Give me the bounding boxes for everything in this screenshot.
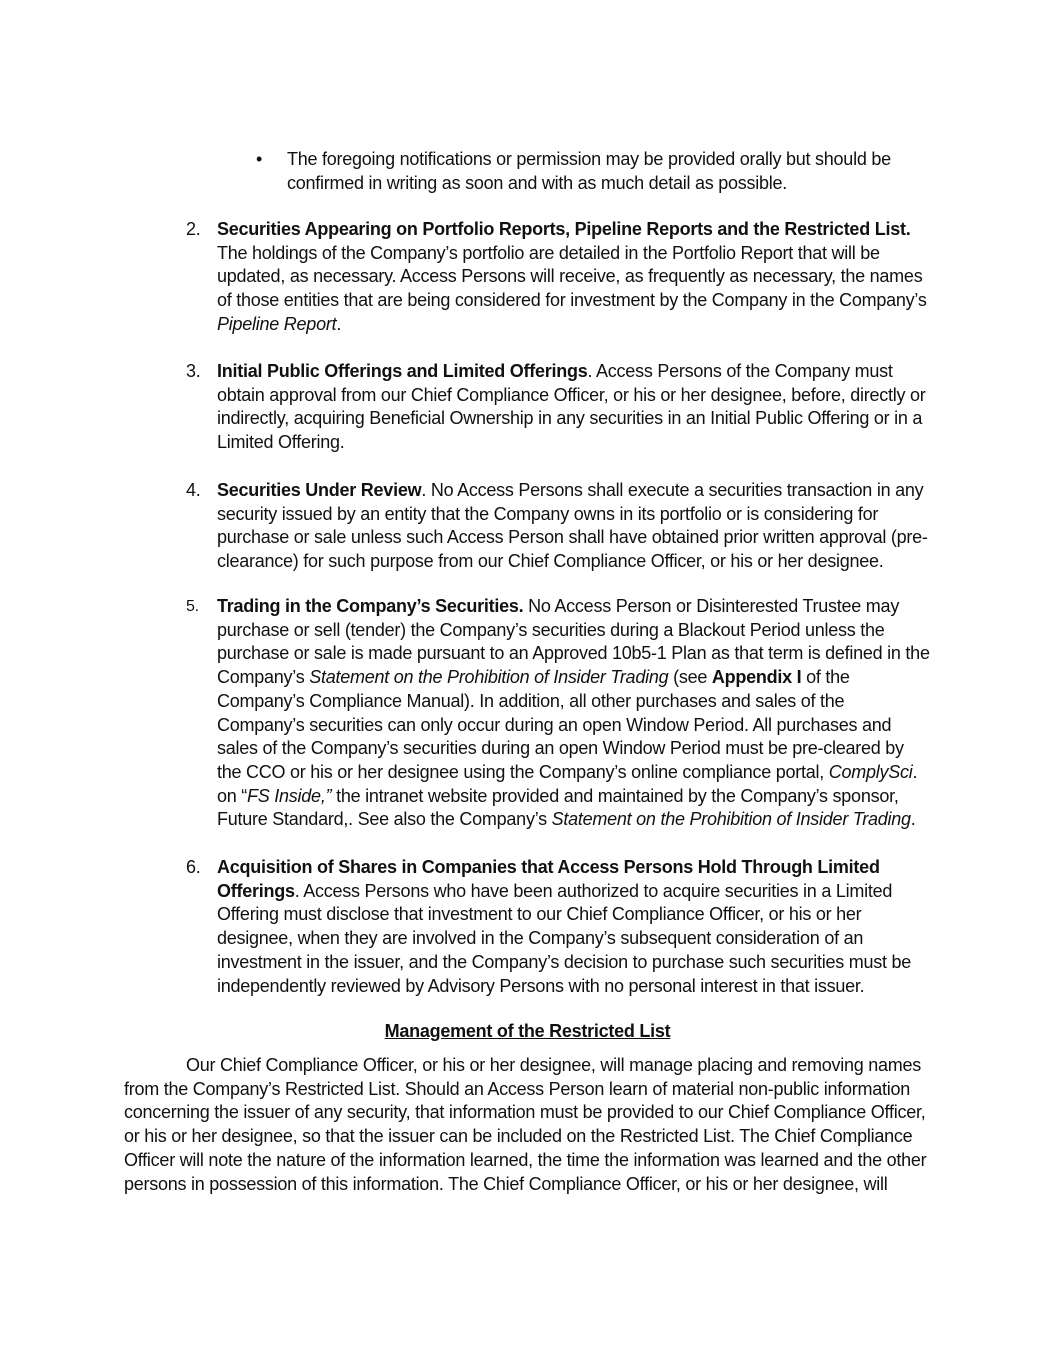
- list-item-title: Securities Under Review: [217, 480, 422, 500]
- list-item-text: of the Company’s Compliance Manual). In addition, all other purchases and sales of the Company’s securities can only occur during an open Window Period. All purchases and sales of the Company’s securities during an open Window Period must be pre-cleared by the CCO or his or her designee using the Company’s online compliance portal,: [217, 667, 904, 782]
- list-item-body: [217, 360, 931, 455]
- insider-trading-statement-ref: Statement on the Prohibition of Insider Trading: [551, 809, 911, 830]
- list-item-body: [217, 856, 931, 998]
- appendix-ref: Appendix I: [711, 667, 802, 688]
- list-item-2: [186, 218, 931, 337]
- list-item-text: the intranet website provided and maintained by the Company’s sponsor, Future Standard,. See also the Company’s: [217, 785, 899, 830]
- list-item-title: Securities Appearing on Portfolio Reports, Pipeline Reports and the Restricted List.: [217, 219, 911, 239]
- list-item-4: [186, 479, 931, 574]
- list-item-title: Initial Public Offerings and Limited Offerings: [217, 361, 588, 381]
- list-item-text: No Access Person or Disinterested Trustee may purchase or sell (tender) the Company’s securities during a Blackout Period unless the purchase or sale is made pursuant to an Approved 10b5-1 Plan as that term is defined in the Company’s: [217, 596, 930, 688]
- list-item-title: Trading in the Company’s Securities.: [217, 596, 524, 616]
- list-item-text: . No Access Persons shall execute a securities transaction in any security issued by an entity that the Company owns in its portfolio or is considering for purchase or sale unless such Access Person shall have obtained prior written approval (pre-clearance) for such purpose from our Chief Compliance Officer, or his or her designee.: [217, 480, 928, 572]
- list-item-number: 4.: [186, 480, 201, 500]
- fs-inside-ref: FS Inside,”: [247, 785, 332, 806]
- list-item-6: [186, 856, 931, 998]
- list-item-text: . Access Persons of the Company must obtain approval from our Chief Compliance Officer, or his or her designee, before, directly or indirectly, acquiring Beneficial Ownership in any securities in an Initial Public Offering or in a Limited Offering.: [217, 361, 926, 453]
- section-heading: Management of the Restricted List: [384, 1021, 671, 1041]
- list-item-text: . on “: [217, 761, 918, 806]
- list-item-end: .: [336, 313, 342, 334]
- bullet-text: The foregoing notifications or permission may be provided orally but should be confirmed in writing as soon and with as much detail as possible.: [287, 149, 891, 193]
- insider-trading-statement-ref: Statement on the Prohibition of Insider Trading: [309, 667, 669, 688]
- list-item-text: . Access Persons who have been authorized to acquire securities in a Limited Offering must disclose that investment to our Chief Compliance Officer, or his or her designee, when they are involved in the Company’s subsequent consideration of an investment in the issuer, and the Company’s decision to purchase such securities must be independently reviewed by Advisory Persons with no personal interest in that issuer.: [217, 880, 912, 996]
- list-item-number: 3.: [186, 361, 201, 381]
- list-item-number: 2.: [186, 219, 201, 239]
- list-item-3: [186, 360, 931, 455]
- list-item-number: 6.: [186, 857, 201, 877]
- list-item-end: .: [910, 809, 916, 830]
- bullet-item: [256, 148, 916, 195]
- list-item-text: (see: [668, 667, 712, 688]
- list-item-body: [217, 595, 931, 832]
- section-paragraph: Our Chief Compliance Officer, or his or her designee, will manage placing and removing names from the Company’s Restricted List. Should an Access Person learn of material non-public information concerning the issuer of any security, that information must be provided to our Chief Compliance Officer, or his or her designee, so that the issuer can be included on the Restricted List. The Chief Compliance Officer will note the nature of the information learned, the time the information was learned and the other persons in possession of this information. The Chief Compliance Officer, or his or her designee, will: [124, 1055, 927, 1194]
- complysci-ref: ComplySci: [828, 761, 913, 782]
- list-item-text: The holdings of the Company’s portfolio are detailed in the Portfolio Report that will be updated, as necessary. Access Persons will receive, as frequently as necessary, the names of those entities that are being considered for investment by the Company in the Company’s: [217, 242, 927, 311]
- list-item-number: 5.: [186, 598, 199, 615]
- list-item-body: [217, 218, 931, 337]
- list-item-title: Acquisition of Shares in Companies that Access Persons Hold Through Limited Offerings: [217, 857, 880, 901]
- pipeline-report-term: Pipeline Report: [217, 313, 337, 334]
- list-item-body: [217, 479, 931, 574]
- list-item-5: [186, 595, 931, 832]
- bullet-marker: •: [256, 149, 263, 169]
